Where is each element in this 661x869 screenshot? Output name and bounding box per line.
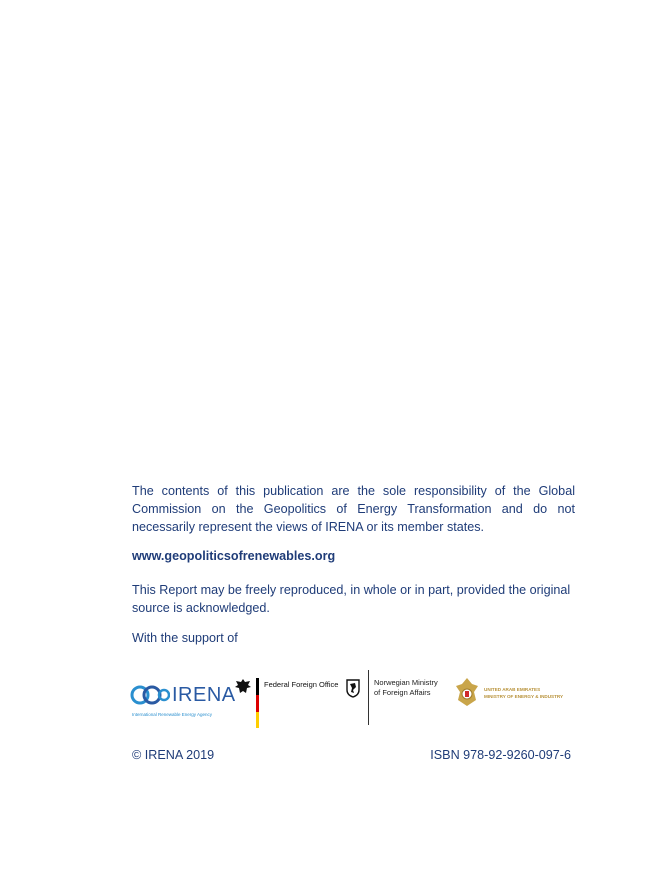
- german-eagle-icon: [234, 678, 252, 696]
- irena-subtitle: International Renewable Energy Agency: [132, 712, 213, 717]
- norwegian-line-2: of Foreign Affairs: [374, 687, 431, 697]
- disclaimer-text: The contents of this publication are the sole responsibility of the Global Commission on the Geopolitics of Energy Transformation and do not necessarily represent the views of IRENA or its member states.: [132, 484, 575, 534]
- irena-globes-icon: [130, 684, 170, 706]
- irena-logo: [130, 682, 236, 718]
- uae-line-1: UNITED ARAB EMIRATES: [484, 687, 541, 692]
- german-flag-bar: [256, 678, 259, 728]
- norwegian-lion-icon: [344, 678, 362, 698]
- uae-falcon-emblem-icon: [454, 676, 480, 708]
- norwegian-divider: [368, 670, 369, 725]
- uae-ministry-logo: [454, 676, 580, 712]
- irena-wordmark: IRENA: [172, 684, 236, 706]
- copyright: © IRENA 2019: [132, 748, 215, 762]
- support-label: With the support of: [132, 631, 238, 645]
- german-federal-foreign-office-logo: [234, 674, 339, 728]
- federal-foreign-office-label: Federal Foreign Office: [264, 680, 339, 689]
- reproduction-note: This Report may be freely reproduced, in whole or in part, provided the original source is acknowledged.: [132, 583, 571, 615]
- uae-ministry-label: [484, 686, 563, 700]
- norwegian-line-1: Norwegian Ministry: [374, 678, 438, 687]
- sponsor-logos: [130, 668, 580, 728]
- isbn: ISBN 978-92-9260-097-6: [430, 748, 571, 762]
- norwegian-ministry-label: [374, 678, 438, 697]
- website-link[interactable]: www.geopoliticsofrenewables.org: [132, 549, 336, 563]
- norwegian-ministry-logo: [344, 670, 454, 726]
- uae-line-2: MINISTRY OF ENERGY & INDUSTRY: [484, 694, 564, 699]
